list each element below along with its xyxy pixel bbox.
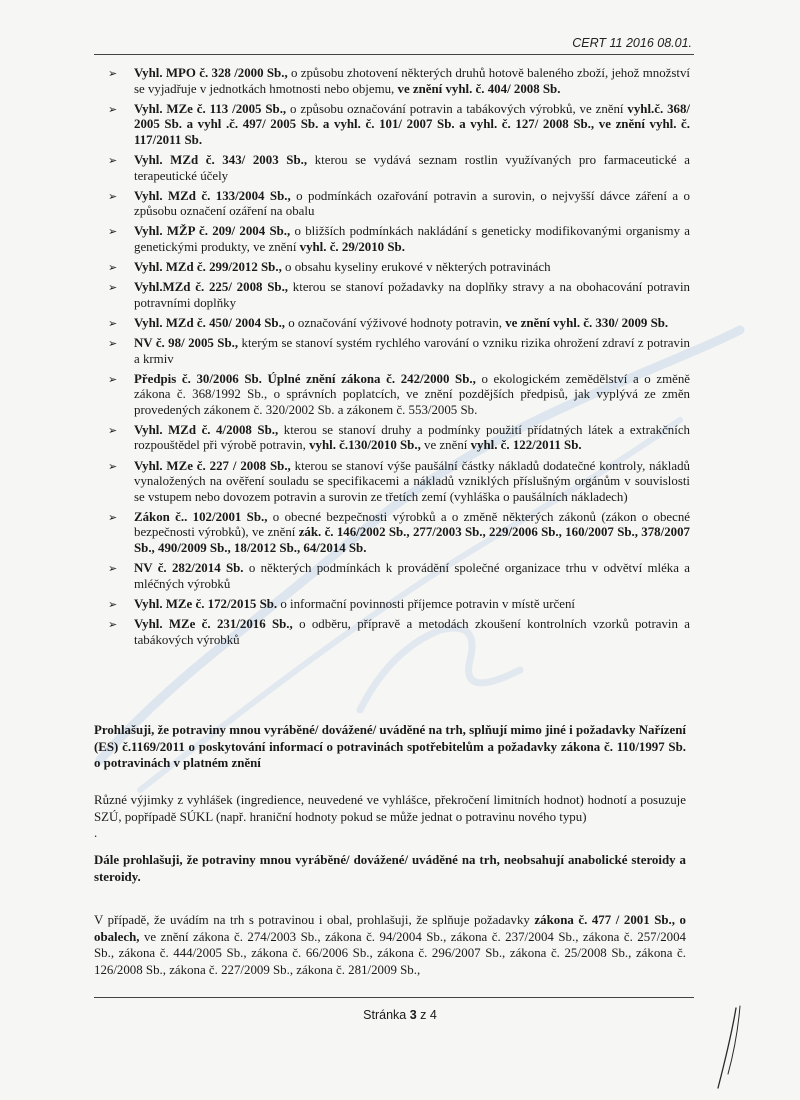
arrow-bullet-icon: ➢ — [108, 372, 118, 386]
packaging-text-c: ve znění zákona č. 274/2003 Sb., zákona č. 94/2004 Sb., zákona č. 237/2004 Sb., zákona č. 257/2004 Sb., zákona č. 444/2005 Sb., zákona č. 66/2006 Sb., zákona č. 296/2007 Sb., zákona č. 25/2008 Sb., zákona č. 126/2008 Sb., zákona č. 227/2009 Sb., zákona č. 281/2009 Sb., — [94, 929, 686, 977]
law-description: kterým se stanoví systém rychlého varování o vzniku rizika ohrožení zdraví z potravin a krmiv — [134, 335, 690, 366]
law-reference: zák. č. 146/2002 Sb., 277/2003 Sb., 229/2006 Sb., 160/2007 Sb., 378/2007 Sb., 490/2009 Sb., 18/2012 Sb., 64/2014 Sb. — [134, 525, 690, 556]
law-description: o podmínkách ozařování potravin a surovin, o nejvyšší dávce záření a o způsobu označení ozáření na obalu — [134, 188, 690, 219]
declaration-steroids: Dále prohlašuji, že potraviny mnou vyráběné/ dovážené/ uváděné na trh, neobsahují anabolické steroidy a steroidy. — [94, 853, 686, 884]
law-reference: Vyhl. MZd č. 450/ 2004 Sb., — [134, 315, 286, 330]
law-description: o způsobu označování potravin a tabákových výrobků, ve znění — [286, 101, 628, 116]
arrow-bullet-icon: ➢ — [108, 189, 118, 203]
header-rule — [94, 54, 694, 55]
law-reference: vyhl. č. 29/2010 Sb. — [299, 239, 405, 254]
arrow-bullet-icon: ➢ — [108, 336, 118, 350]
declaration-body: potraviny mnou vyráběné/ dovážené/ uváděné na trh, splňují mimo jiné i požadavky Nařízení (ES) č.1169/2011 o poskytování informací o potravinách spotřebitelům a požadavky zákona č. 110/1997 Sb. o potravinách v platném znění — [94, 723, 686, 770]
law-reference: Vyhl. MZe č. 113 /2005 Sb., — [134, 101, 287, 116]
footer-rule — [94, 997, 694, 998]
document-id: CERT 11 2016 08.01. — [572, 36, 692, 50]
law-reference: vyhl. č. 122/2011 Sb. — [470, 438, 582, 453]
current-page: 3 — [409, 1008, 417, 1022]
arrow-bullet-icon: ➢ — [108, 423, 118, 437]
law-description: o obsahu kyseliny erukové v některých potravinách — [281, 260, 551, 275]
legislation-list — [108, 66, 690, 653]
law-reference: Vyhl. MPO č. 328 /2000 Sb., — [134, 66, 288, 80]
list-item — [108, 260, 690, 276]
law-description: kterou se vydává seznam rostlin využívaných pro farmaceutické a terapeutické účely — [134, 152, 690, 183]
law-description: kterou se stanoví druhy a podmínky použití přídatných látek a extrakčních rozpouštědel při výrobě potravin, — [134, 422, 690, 453]
packaging-law: zákona č. 477 / 2001 Sb., o obalech, — [94, 913, 686, 944]
law-reference: NV č. 282/2014 Sb. — [134, 561, 244, 576]
law-reference: Vyhl. MZe č. 172/2015 Sb. — [134, 596, 278, 611]
total-pages: 4 — [429, 1008, 437, 1022]
law-reference: Vyhl. MZd č. 4/2008 Sb., — [134, 422, 279, 437]
law-reference: ve znění vyhl. č. 330/ 2009 Sb. — [505, 315, 669, 330]
list-item — [108, 224, 690, 255]
arrow-bullet-icon: ➢ — [108, 316, 118, 330]
law-reference: Vyhl. MZd č. 299/2012 Sb., — [134, 260, 282, 275]
list-item — [108, 102, 690, 149]
law-reference: Zákon č.. 102/2001 Sb., — [134, 509, 268, 524]
list-item — [108, 617, 690, 648]
page-label: Stránka — [363, 1008, 407, 1022]
list-item — [108, 372, 690, 419]
list-item — [108, 316, 690, 332]
law-description: o obecné bezpečnosti výrobků a o změně některých zákonů (zákon o obecné bezpečnosti výrobků), ve znění — [134, 509, 690, 540]
law-reference: ve znění vyhl. č. 404/ 2008 Sb. — [397, 81, 561, 96]
list-item — [108, 597, 690, 613]
page-sep: z — [420, 1008, 427, 1022]
stray-dot: . — [94, 826, 98, 840]
law-reference: Vyhl. MZe č. 231/2016 Sb., — [134, 616, 293, 631]
arrow-bullet-icon: ➢ — [108, 153, 118, 167]
page-number — [0, 1008, 800, 1022]
law-description: o některých podmínkách k provádění společné organizace trhu v odvětví mléka a mléčných výrobků — [134, 561, 690, 591]
list-item — [108, 423, 690, 454]
signature-mark — [698, 1002, 758, 1092]
arrow-bullet-icon: ➢ — [108, 597, 118, 611]
packaging-text-a: V případě, že uvádím na trh s potravinou i obal, prohlašuji, že splňuje požadavky — [94, 913, 535, 927]
arrow-bullet-icon: ➢ — [108, 562, 118, 576]
law-reference: Vyhl. MZd č. 133/2004 Sb., — [134, 188, 291, 203]
list-item — [108, 561, 690, 592]
exceptions-text: Různé výjimky z vyhlášek (ingredience, neuvedené ve vyhlášce, překročení limitních hodnot) hodnotí a posuzuje SZÚ, popřípadě SÚKL (např. hraniční hodnoty pokud se může jednat o potravinu nového typu) — [94, 793, 686, 824]
list-item — [108, 280, 690, 311]
law-description: o odběru, přípravě a metodách zkoušení kontrolních vzorků potravin a tabákových výrobků — [134, 616, 690, 647]
list-item — [108, 153, 690, 184]
arrow-bullet-icon: ➢ — [108, 617, 118, 631]
list-item — [108, 459, 690, 506]
arrow-bullet-icon: ➢ — [108, 510, 118, 524]
law-reference: NV č. 98/ 2005 Sb., — [134, 335, 239, 350]
arrow-bullet-icon: ➢ — [108, 261, 118, 275]
law-reference: Vyhl. MZe č. 227 / 2008 Sb., — [134, 458, 291, 473]
law-description: o informační povinnosti příjemce potravin v místě určení — [277, 596, 575, 611]
declaration-lead: Prohlašuji, že — [94, 723, 173, 737]
law-reference: vyhl.č. 368/ 2005 Sb. a vyhl .č. 497/ 2005 Sb. a vyhl. č. 101/ 2007 Sb. a vyhl. č. 127/ 2008 Sb., ve znění vyhl. č. 117/2011 Sb. — [134, 101, 690, 147]
law-reference: Vyhl.MZd č. 225/ 2008 Sb., — [134, 280, 289, 295]
law-reference: Předpis č. 30/2006 Sb. Úplné znění zákona č. 242/2000 Sb., — [134, 371, 476, 386]
law-description: kterou se stanoví výše paušální částky nákladů dodatečné kontroly, nákladů vynaložených na ověření souladu se specifikacemi a nákladů vzniklých příslušným orgánům v souvislosti se vstupem nebo dovozem potravin a surovin ze třetích zemí (vyhláška o paušálních nákladech) — [134, 458, 690, 504]
law-description: o bližších podmínkách nakládání s geneticky modifikovanými organismy a genetickými produkty, ve znění — [134, 224, 690, 254]
law-description: o ekologickém zemědělství a o změně zákona č. 368/1992 Sb., o správních poplatcích, ve znění pozdějších předpisů, jak vyplývá ze změn provedených zákonem č. 320/2002 Sb. a zákonem č. 553/2005 Sb. — [134, 371, 691, 417]
packaging-paragraph — [94, 912, 686, 978]
law-reference: Vyhl. MŽP č. 209/ 2004 Sb., — [134, 224, 291, 239]
law-description: o způsobu zhotovení některých druhů hotově baleného zboží, jehož množství se vyjadřuje v jednotkách hmotnosti nebo objemu, — [134, 66, 690, 96]
law-description: o označování výživové hodnoty potravin, — [285, 315, 506, 330]
list-item — [108, 66, 690, 97]
arrow-bullet-icon: ➢ — [108, 281, 118, 295]
law-reference: Vyhl. MZd č. 343/ 2003 Sb., — [134, 152, 308, 167]
law-description: kterou se stanoví požadavky na doplňky stravy a na obohacování potravin potravními doplňky — [134, 280, 690, 310]
arrow-bullet-icon: ➢ — [108, 102, 118, 116]
list-item — [108, 510, 690, 557]
declaration-food-labeling — [94, 722, 686, 772]
exceptions-paragraph — [94, 792, 686, 842]
law-description: ve znění — [420, 438, 471, 453]
arrow-bullet-icon: ➢ — [108, 459, 118, 473]
arrow-bullet-icon: ➢ — [108, 225, 118, 239]
arrow-bullet-icon: ➢ — [108, 67, 118, 80]
list-item — [108, 189, 690, 220]
list-item — [108, 336, 690, 367]
law-reference: vyhl. č.130/2010 Sb., — [309, 438, 421, 453]
